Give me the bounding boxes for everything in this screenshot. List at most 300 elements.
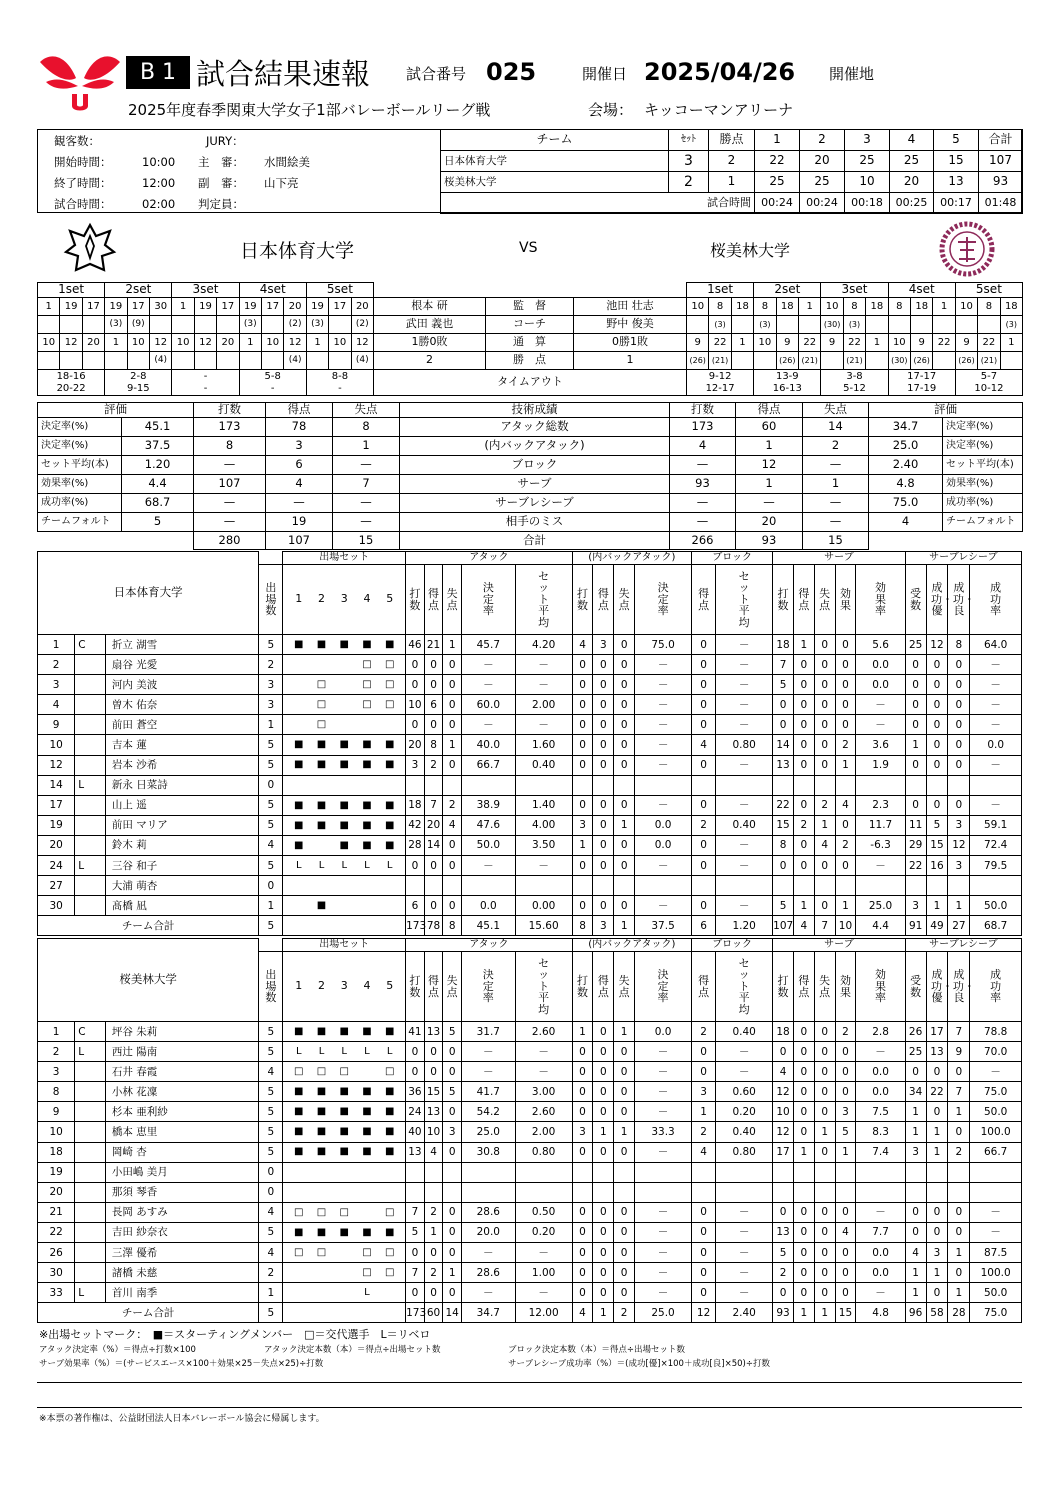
set-marks [283, 1202, 406, 1222]
played-count: 4 [259, 1243, 283, 1263]
set-mark [337, 1267, 351, 1279]
stat-value: チームフォルト [38, 513, 122, 532]
player-name: 山上 遥 [105, 795, 258, 815]
stat-cell: 1 [814, 1122, 835, 1142]
player-number: 12 [38, 755, 75, 775]
player-role [75, 695, 106, 715]
staff-row-coach: 根本 研 監 督 池田 壮志 [374, 298, 687, 316]
stat-cell: 18 [406, 795, 425, 815]
stat-cell: － [635, 896, 692, 916]
player-stats-table [37, 938, 1022, 1323]
stat-cell: 10 [424, 1122, 443, 1142]
stat-cell: 36 [406, 1082, 425, 1102]
stat-cell: 0 [835, 856, 856, 876]
set-mark: □ [294, 1246, 304, 1258]
serve-att-header [773, 565, 794, 635]
stat-cell: 1 [572, 835, 593, 855]
timeout-label-row: タイムアウト [374, 370, 687, 396]
set-mark: ■ [339, 1146, 349, 1158]
att-header [406, 952, 425, 1022]
stat-cell: 1 [443, 1263, 462, 1283]
stat-cell [593, 1182, 614, 1202]
set-mark: □ [384, 1206, 395, 1218]
stat-cell: 2 [835, 835, 856, 855]
stat-cell: － [856, 1042, 905, 1062]
set-mark: □ [316, 678, 327, 690]
player-number: 1 [38, 1022, 75, 1042]
pts-header [424, 952, 443, 1022]
stat-cell: 0 [424, 655, 443, 675]
played-count: 2 [259, 1263, 283, 1283]
stat-cell: 0 [593, 655, 614, 675]
total-cell: 27 [948, 916, 970, 936]
stat-cell: 72.4 [970, 835, 1022, 855]
stat-cell: 14 [424, 835, 443, 855]
stat-cell: 13 [424, 1102, 443, 1122]
stat-cell: 5 [926, 815, 948, 835]
stat-cell: － [515, 1283, 572, 1303]
stat-cell: 0 [926, 755, 948, 775]
stat-cell: 2 [692, 1122, 716, 1142]
stat-cell: 0 [406, 1042, 425, 1062]
stat-cell [461, 1182, 515, 1202]
stat-cell: 0.60 [716, 1082, 773, 1102]
stat-cell [773, 775, 794, 795]
block-setavg-header-text: セット平均 [738, 569, 750, 629]
stat-value: 成功率(%) [943, 494, 1023, 513]
stat-cell: 0 [926, 715, 948, 735]
stat-cell: 0.40 [716, 1122, 773, 1142]
set-mark [337, 1287, 351, 1299]
player-name: 橋本 恵里 [105, 1122, 258, 1142]
played-count: 0 [259, 775, 283, 795]
set-number: 5 [386, 979, 394, 993]
stat-cell: 0 [835, 1283, 856, 1303]
stat-cell: 0 [572, 1222, 593, 1242]
player-row [38, 1222, 1022, 1242]
stat-cell: 7 [948, 1022, 970, 1042]
set-mark-legend: ※出場セットマーク： ■＝スターティングメンバー □＝交代選手 L＝リベロ [39, 1328, 431, 1341]
back-rate-header [635, 565, 692, 635]
recv-good2-header-text: 成功・良 [952, 968, 975, 1005]
serve-pts-header [793, 565, 814, 635]
stats-row [38, 456, 1023, 475]
stat-cell: － [461, 715, 515, 735]
stat-cell: 0.80 [515, 1142, 572, 1162]
stat-cell: 2 [773, 1263, 794, 1283]
set-mark [360, 1066, 374, 1078]
match-date: 2025/04/26 [644, 58, 796, 86]
set-mark: ■ [384, 1226, 395, 1238]
player-number: 8 [38, 1082, 75, 1102]
player-number: 2 [38, 1042, 75, 1062]
set-mark [337, 719, 351, 731]
set-mark: ■ [339, 1025, 349, 1037]
stat-cell: 0 [692, 856, 716, 876]
set-mark [292, 659, 306, 671]
player-number: 30 [38, 896, 75, 916]
stat-cell: 0 [614, 715, 635, 735]
stat-value: 78 [266, 418, 333, 437]
rotation-cell: 10 [38, 334, 60, 352]
set-time-row: 試合時間 00:24 00:24 00:18 00:25 00:17 01:48 [441, 193, 1023, 214]
stat-cell [814, 876, 835, 896]
stat-cell: 0 [835, 695, 856, 715]
rotation-cell: 1 [866, 334, 888, 352]
rotation-cell [731, 316, 753, 334]
stat-cell: 54.2 [461, 1102, 515, 1122]
stat-cell: 21 [424, 635, 443, 655]
stat-value: 8 [194, 437, 266, 456]
stat-cell: 0 [692, 1062, 716, 1082]
set-mark: ■ [294, 819, 304, 831]
stat-cell [716, 1182, 773, 1202]
stat-cell [970, 1162, 1022, 1182]
stat-value: 4.4 [122, 475, 194, 494]
rotation-cell [955, 316, 977, 334]
division-badge: B 1 [126, 56, 190, 89]
set-mark [315, 659, 329, 671]
rotation-cell: 18 [911, 298, 933, 316]
stat-value: 75.0 [869, 494, 943, 513]
formula-note-2: アタック決定本数（本）＝得点÷出場セット数 [264, 1345, 441, 1355]
rotation-cell: 10 [955, 298, 977, 316]
stat-cell: 0 [614, 655, 635, 675]
player-name: 扇谷 光愛 [105, 655, 258, 675]
stat-cell: 1 [905, 1263, 926, 1283]
stat-cell [572, 1182, 593, 1202]
stat-cell: － [461, 856, 515, 876]
team-total-label: チーム合計 [38, 916, 259, 936]
stat-cell: 59.1 [970, 815, 1022, 835]
stat-value: 93 [670, 475, 736, 494]
stat-cell: 0 [593, 795, 614, 815]
rotation-cell [105, 352, 127, 370]
rotation-cell: 8 [754, 298, 776, 316]
stat-cell [515, 775, 572, 795]
stat-cell: 2.60 [515, 1102, 572, 1122]
set-mark: L [318, 859, 325, 871]
player-name: 吉本 蓮 [105, 735, 258, 755]
serve-err-header [814, 565, 835, 635]
stat-cell: 1 [926, 1263, 948, 1283]
set-marks [283, 675, 406, 695]
stat-cell: － [716, 655, 773, 675]
player-name: 小田嶋 美月 [105, 1162, 258, 1182]
stat-cell: 0 [443, 856, 462, 876]
set-mark: □ [339, 1065, 349, 1077]
stat-cell [793, 1182, 814, 1202]
stat-cell: 0 [905, 695, 926, 715]
player-number: 26 [38, 1243, 75, 1263]
stat-value: — [803, 456, 869, 475]
stat-cell: 50.0 [970, 1102, 1022, 1122]
home-timeout-row: 18-16 20-22 2-8 9-15 - - 5-8 - 8-8 - [38, 370, 374, 396]
set-mark [337, 659, 351, 671]
stat-cell: 87.5 [970, 1243, 1022, 1263]
formula-note-5: サーブレシーブ成功率（%）＝(成功[優]×100＋成功[良]×50)÷打数 [508, 1359, 770, 1369]
stat-cell: 0 [773, 1283, 794, 1303]
stat-cell: 0 [814, 695, 835, 715]
stat-cell: 0 [905, 715, 926, 735]
stat-cell: 0.0 [635, 835, 692, 855]
total-cell: 12 [692, 1303, 716, 1323]
stat-cell: 11.7 [856, 815, 905, 835]
set-mark [292, 679, 306, 691]
set-mark: ■ [384, 1106, 395, 1118]
stat-cell: － [635, 1062, 692, 1082]
set-marks [283, 1182, 406, 1202]
stat-cell [593, 1162, 614, 1182]
player-row [38, 795, 1022, 815]
rotation-row [38, 316, 374, 334]
stat-cell: 22 [926, 1082, 948, 1102]
total-played: 5 [259, 916, 283, 936]
stat-cell: 0 [905, 1202, 926, 1222]
stat-cell: 0 [593, 1022, 614, 1042]
set-mark: ■ [339, 638, 349, 650]
player-row [38, 876, 1022, 896]
player-role [75, 876, 106, 896]
set-number: 2 [318, 592, 325, 606]
rotation-cell: 10 [821, 298, 843, 316]
total-cell: 58 [926, 1303, 948, 1323]
rotation-cell: 1 [933, 298, 955, 316]
total-cell: 8 [572, 916, 593, 936]
set-mark [292, 1267, 306, 1279]
stat-cell: 0 [793, 1022, 814, 1042]
stat-cell: 42 [406, 815, 425, 835]
stat-cell: 8.3 [856, 1122, 905, 1142]
stat-cell: 0 [572, 715, 593, 735]
stat-cell: 0.0 [856, 1243, 905, 1263]
away-rotation-table [686, 282, 1023, 396]
team-total-row [38, 1303, 1022, 1323]
rotation-row [687, 352, 1023, 370]
stat-cell: － [716, 1283, 773, 1303]
set-mark: ■ [316, 1025, 327, 1037]
player-row [38, 755, 1022, 775]
rotation-cell [911, 316, 933, 334]
set-mark: □ [362, 699, 372, 711]
stat-cell: 11 [905, 815, 926, 835]
set-marks [283, 1102, 406, 1122]
stat-cell: 45.7 [461, 635, 515, 655]
stat-cell: 1 [614, 1122, 635, 1142]
stat-cell [406, 1162, 425, 1182]
total-cell: 1 [793, 1303, 814, 1323]
player-row [38, 1082, 1022, 1102]
player-row [38, 655, 1022, 675]
stat-cell: 0 [614, 755, 635, 775]
stat-cell [614, 1182, 635, 1202]
stat-cell: － [515, 1042, 572, 1062]
player-row [38, 1142, 1022, 1162]
player-name: 前田 蒼空 [105, 715, 258, 735]
total-cell: 1 [814, 1303, 835, 1323]
stat-cell: 13 [773, 755, 794, 775]
set-marks [283, 655, 406, 675]
stat-cell: 0 [406, 1062, 425, 1082]
stat-cell: 33.3 [635, 1122, 692, 1142]
rotation-cell: (4) [149, 352, 171, 370]
stat-cell: － [635, 1222, 692, 1242]
player-name: 西辻 陽南 [105, 1042, 258, 1062]
set-number: 1 [295, 592, 303, 606]
stats-row [38, 418, 1023, 437]
stat-cell: 1.40 [515, 795, 572, 815]
receive-group-header: サーブレシーブ [905, 939, 1021, 952]
stat-cell: 0 [614, 735, 635, 755]
stat-cell: － [716, 896, 773, 916]
stat-value: セット平均(本) [943, 456, 1023, 475]
back-err-header [614, 952, 635, 1022]
stat-cell: 0 [572, 1243, 593, 1263]
league-title: 2025年度春季関東大学女子1部バレーボールリーグ戦 [128, 101, 491, 119]
stat-cell: 0 [572, 896, 593, 916]
stat-cell: 26 [905, 1022, 926, 1042]
stat-cell: 2.3 [856, 795, 905, 815]
stat-cell: 0 [443, 1102, 462, 1122]
stat-cell: 0 [835, 1202, 856, 1222]
att-header-text: 打数 [409, 586, 421, 612]
player-number: 10 [38, 1122, 75, 1142]
player-number: 3 [38, 1062, 75, 1082]
serve-pts-header-text: 得点 [798, 586, 810, 612]
stat-cell: 6 [424, 695, 443, 715]
stat-cell: 5 [443, 1022, 462, 1042]
stat-cell: 31.7 [461, 1022, 515, 1042]
stat-cell: 25 [905, 635, 926, 655]
set-mark [292, 900, 306, 912]
stat-cell: 0 [572, 735, 593, 755]
player-name: 大浦 萌杏 [105, 876, 258, 896]
stats-header-row: 評価 打数 得点 失点 技術成績 打数 得点 失点 評価 [38, 403, 1023, 418]
stat-cell: 4 [443, 815, 462, 835]
player-name: 髙橋 凪 [105, 896, 258, 916]
stat-cell: 1 [692, 1102, 716, 1122]
rotation-cell [933, 316, 955, 334]
set-mark: L [341, 1045, 347, 1057]
stat-cell: 0 [835, 1082, 856, 1102]
played-count: 2 [259, 655, 283, 675]
stat-cell: 18 [773, 635, 794, 655]
player-role [75, 1182, 106, 1202]
stat-cell [856, 1162, 905, 1182]
stat-cell: 0 [614, 1202, 635, 1222]
stat-cell: 0 [572, 795, 593, 815]
stat-cell: 0 [773, 1042, 794, 1062]
set-mark: □ [294, 1065, 304, 1077]
set-mark: ■ [362, 638, 372, 650]
formula-note-4: サーブ効果率（%）＝(サービスエース×100＋効果×25－失点×25)÷打数 [39, 1359, 324, 1369]
stat-value: 成功率(%) [38, 494, 122, 513]
set-marks [283, 635, 406, 655]
recv-good1-header-text: 成功・優 [930, 968, 953, 1005]
player-role [75, 896, 106, 916]
stat-cell: 4 [773, 1062, 794, 1082]
block-setavg-header-text: セット平均 [738, 956, 750, 1016]
player-number: 22 [38, 1222, 75, 1242]
stat-cell: 0 [443, 655, 462, 675]
attack-group-header: アタック [406, 939, 573, 952]
total-cell: 1 [614, 916, 635, 936]
stat-cell: 0 [835, 655, 856, 675]
serve-effrate-header [856, 565, 905, 635]
stat-cell [692, 876, 716, 896]
stat-cell [635, 876, 692, 896]
stat-cell: 1 [793, 896, 814, 916]
stat-cell: － [856, 695, 905, 715]
stat-cell [443, 876, 462, 896]
stat-value: — [333, 494, 400, 513]
back-err-header-text: 失点 [618, 973, 630, 999]
stat-cell: 0 [614, 1283, 635, 1303]
stat-cell: 0 [814, 1222, 835, 1242]
stat-cell: 0.20 [716, 1102, 773, 1122]
stat-cell: 0 [814, 1022, 835, 1042]
rotation-cell [217, 352, 239, 370]
formula-note-1: アタック決定率（%）＝得点÷打数×100 [39, 1345, 196, 1355]
stat-cell: 0 [835, 1243, 856, 1263]
played-count: 0 [259, 1182, 283, 1202]
stat-cell: 0 [773, 695, 794, 715]
rotation-cell: 9 [955, 334, 977, 352]
rotation-cell: (3) [239, 316, 261, 334]
stat-cell: － [635, 1202, 692, 1222]
stat-cell: 0 [692, 1202, 716, 1222]
stat-cell: 3.00 [515, 1082, 572, 1102]
stat-cell: 17 [926, 1022, 948, 1042]
stat-cell: 50.0 [461, 835, 515, 855]
set-mark: □ [362, 678, 372, 690]
rotation-cell: 20 [82, 334, 104, 352]
rotation-set-header: 1set 2set 3set 4set 5set [38, 283, 374, 298]
rotation-cell [60, 316, 82, 334]
set-mark: ■ [384, 759, 395, 771]
rotation-cell: (26) [687, 352, 709, 370]
stat-cell: 0.50 [515, 1202, 572, 1222]
stat-cell: 1.60 [515, 735, 572, 755]
total-cell: 15 [835, 1303, 856, 1323]
rotation-cell [194, 352, 216, 370]
played-count: 0 [259, 1162, 283, 1182]
stat-cell: 0 [948, 715, 970, 735]
stat-cell: 0.0 [856, 655, 905, 675]
total-cell: 78 [424, 916, 443, 936]
stat-cell: 28.6 [461, 1202, 515, 1222]
total-cell: 7 [814, 916, 835, 936]
stat-cell: 7 [406, 1202, 425, 1222]
rotation-cell: 10 [687, 298, 709, 316]
player-stats-table [37, 551, 1022, 936]
stat-cell: 0 [793, 835, 814, 855]
rotation-cell [60, 352, 82, 370]
rotation-cell: 19 [105, 298, 127, 316]
player-name: 折立 湖雪 [105, 635, 258, 655]
recv-header-text: 受数 [910, 586, 922, 612]
pts-header-text: 得点 [428, 973, 440, 999]
set-mark: ■ [362, 1106, 372, 1118]
stat-value: 4 [869, 513, 943, 532]
stat-cell: 0 [793, 1202, 814, 1222]
stat-cell: 78.8 [970, 1022, 1022, 1042]
stat-cell: 3 [593, 635, 614, 655]
stat-cell: 0.0 [635, 1022, 692, 1042]
played-count: 5 [259, 1102, 283, 1122]
played-count: 5 [259, 735, 283, 755]
stat-cell: 0 [814, 1042, 835, 1062]
